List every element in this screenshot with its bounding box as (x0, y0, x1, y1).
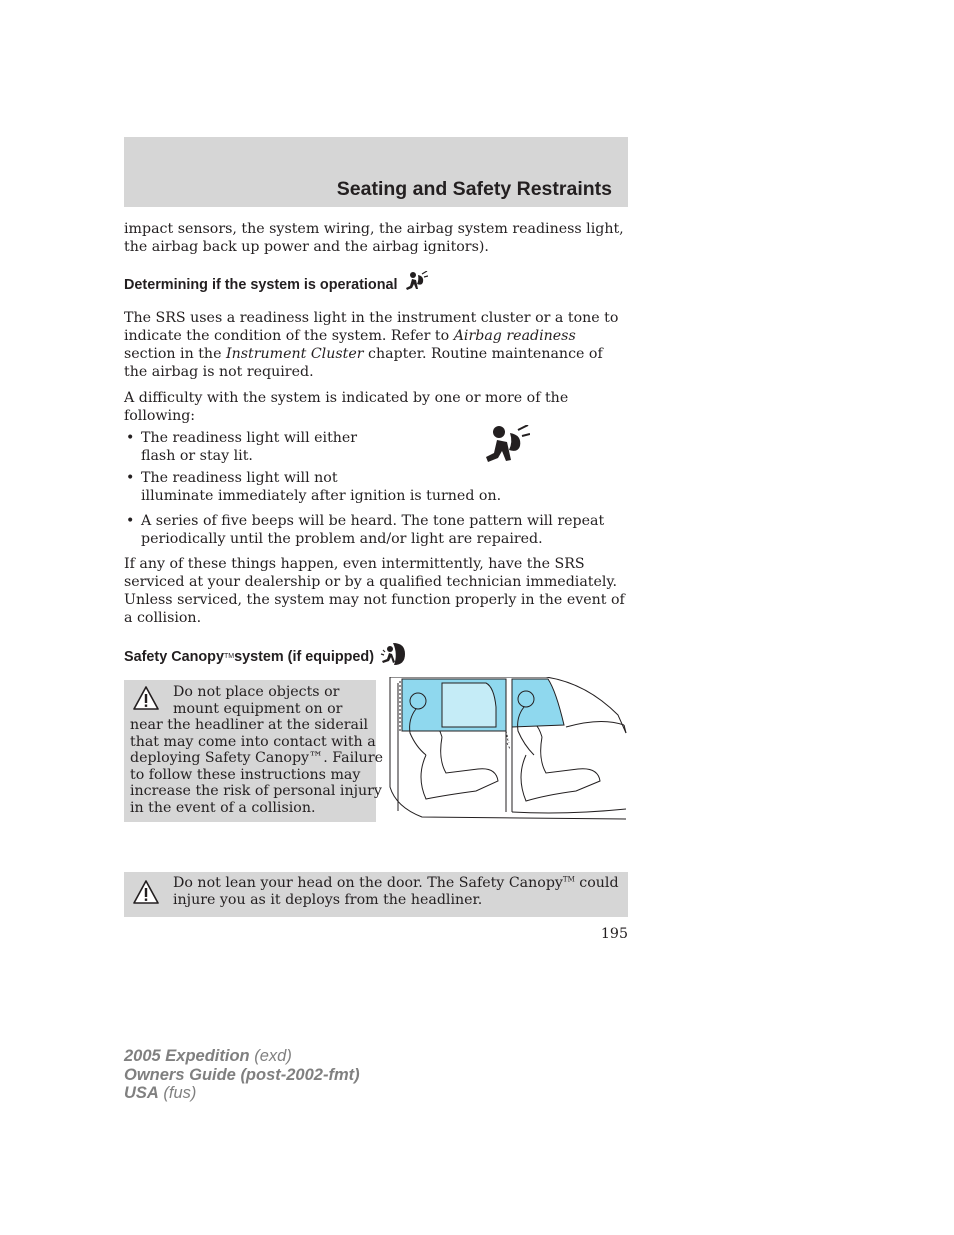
page-title: Seating and Safety Restraints (336, 178, 612, 200)
list-item: • The readiness light will not illuminate immediately after ignition is turned on. (126, 470, 502, 504)
service-paragraph: If any of these things happen, even intermittently, have the SRS serviced at your dealership or by a qualified technician immediately. Unless serviced, the system may not function properly in the event of a collision. (124, 556, 625, 626)
list-item: • The readiness light will either flash or stay lit. (126, 430, 358, 464)
safety-canopy-illustration (386, 677, 630, 827)
document-footer (124, 1047, 360, 1103)
warning-text-line: to follow these instructions may (130, 766, 361, 783)
warning-text-door: Do not lean your head on the door. The Safety Canopy™ could injure you as it deploys from the headliner. (173, 875, 619, 908)
link-instrument-cluster: Instrument Cluster (225, 346, 364, 362)
warning-text-line: that may come into contact with a (130, 733, 376, 750)
page-number: 195 (600, 926, 628, 942)
airbag-icon (404, 271, 428, 298)
warning-text-line: mount equipment on or (173, 700, 343, 717)
footer-line: Owners Guide (post-2002-fmt) (124, 1065, 360, 1084)
trademark-mark: TM (562, 875, 575, 884)
link-airbag-readiness: Airbag readiness (453, 328, 576, 344)
footer-line: USA (fus) (124, 1084, 197, 1102)
readiness-light-icon (484, 425, 530, 471)
difficulty-list (124, 429, 628, 548)
srs-paragraph: The SRS uses a readiness light in the instrument cluster or a tone to indicate the condition of the system. Refer to Airbag readiness section in the Instrument Cluster chapter. Routine maintenance of the airbag is not required. (124, 310, 619, 380)
warning-text-line: Do not place objects or (173, 684, 340, 700)
section-heading-text: Determining if the system is operational (124, 276, 398, 293)
difficulty-paragraph: A difficulty with the system is indicated by one or more of the following: (124, 390, 569, 424)
warning-box-headliner (124, 680, 383, 822)
header-band (124, 137, 628, 207)
warning-text-line: deploying Safety Canopy™. Failure (130, 750, 383, 766)
footer-line: 2005 Expedition (exd) (124, 1047, 292, 1065)
warning-triangle-icon (133, 880, 159, 908)
canopy-block (124, 680, 628, 830)
intro-paragraph: impact sensors, the system wiring, the airbag system readiness light, the airbag back up power and the airbag ignitors). (124, 221, 624, 255)
warning-text-line: in the event of a collision. (130, 799, 316, 816)
bullet-block (124, 429, 628, 548)
warning-box-door (124, 872, 628, 917)
side-curtain-airbag-icon (380, 642, 406, 671)
warning-text-line: near the headliner at the siderail (130, 717, 369, 733)
section-heading-safety-canopy: Safety Canopy TM system (if equipped) (124, 642, 628, 671)
list-item: • A series of five beeps will be heard. The tone pattern will repeat periodically until the problem and/or light are repaired. (126, 513, 605, 547)
warning-triangle-icon (133, 686, 159, 714)
section-heading-operational (124, 271, 628, 298)
page-content (124, 220, 628, 917)
warning-text-line: increase the risk of personal injury (130, 783, 382, 799)
